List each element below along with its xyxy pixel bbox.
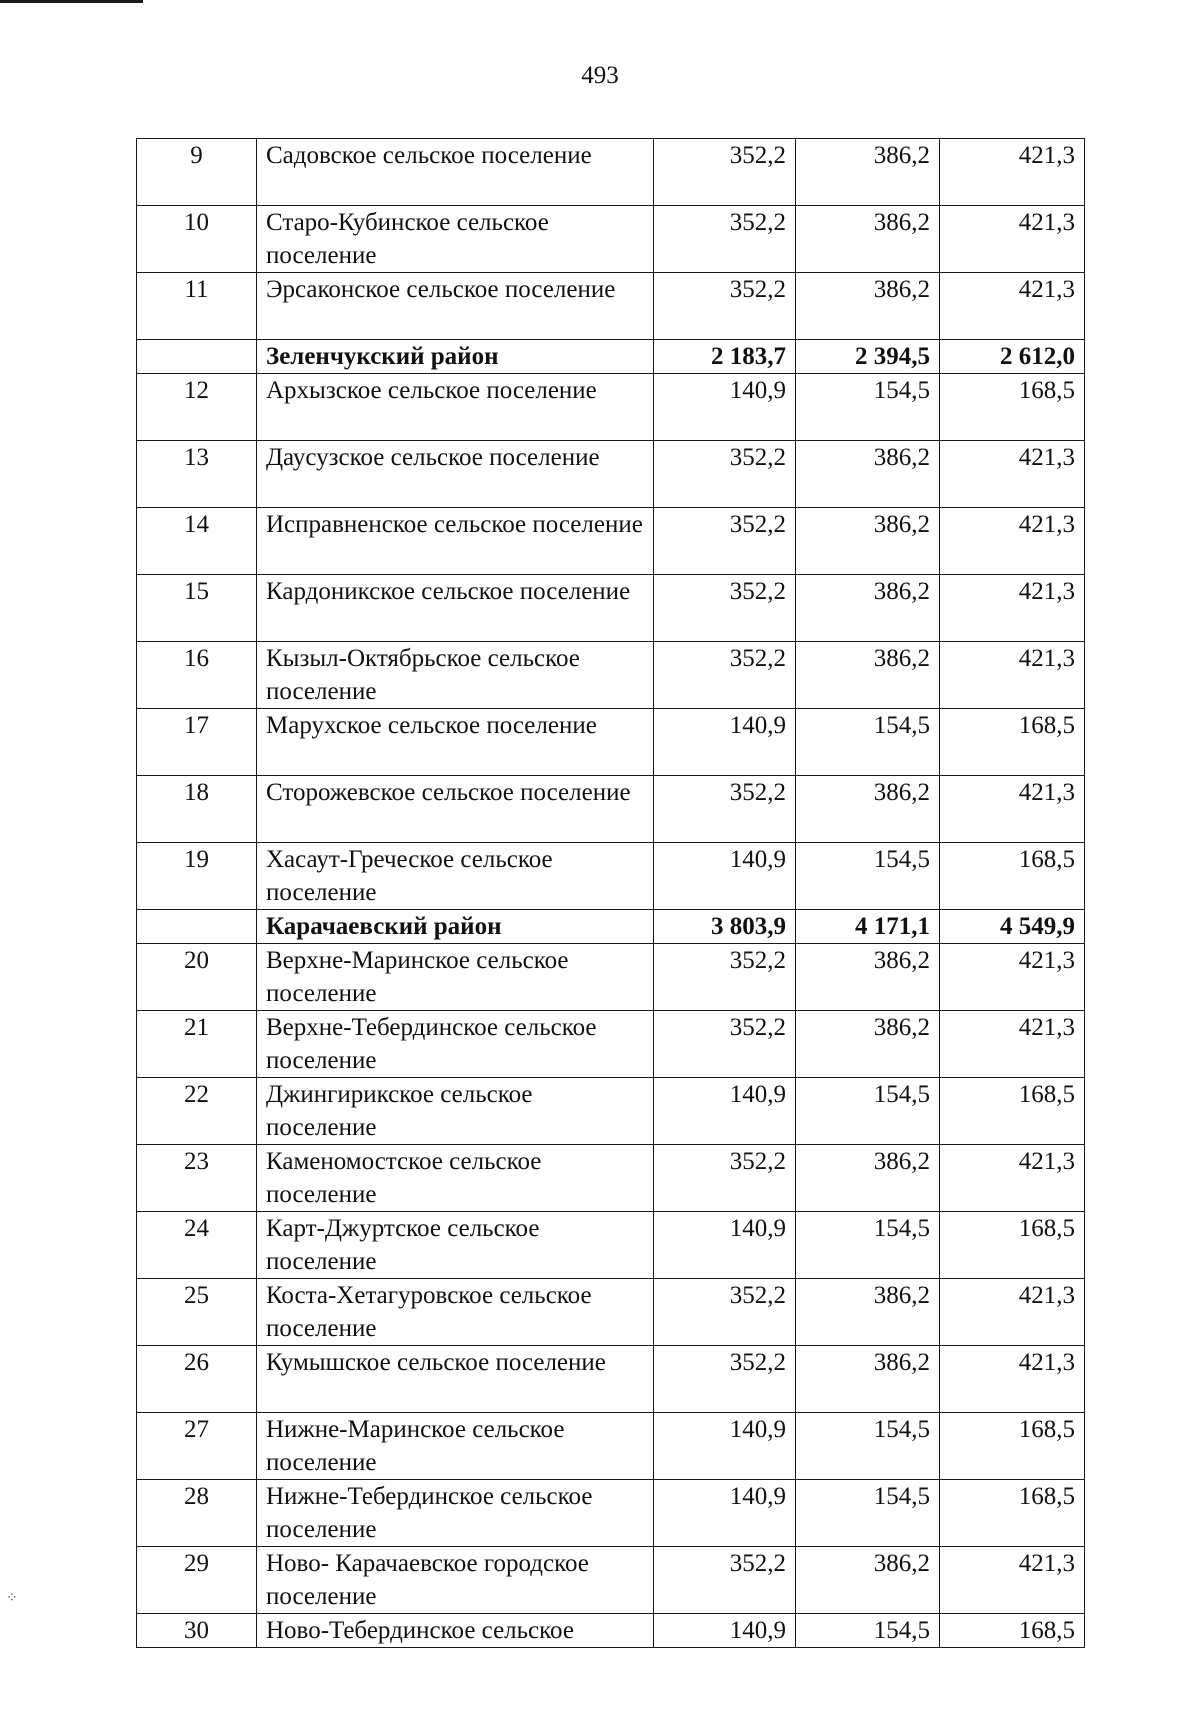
row-number-cell: 10 xyxy=(137,206,257,273)
row-number-cell: 26 xyxy=(137,1346,257,1413)
settlement-name-cell: Хасаут-Греческое сельское поселение xyxy=(257,843,654,910)
value-cell-3: 421,3 xyxy=(940,273,1085,340)
table-row xyxy=(137,441,1085,508)
value-cell-3: 421,3 xyxy=(940,642,1085,709)
settlement-name-cell: Кызыл-Октябрьское сельское поселение xyxy=(257,642,654,709)
row-number-cell: 12 xyxy=(137,374,257,441)
row-number-cell: 23 xyxy=(137,1145,257,1212)
settlement-name-cell: Ново- Карачаевское городское поселение xyxy=(257,1547,654,1614)
value-cell-3: 421,3 xyxy=(940,1011,1085,1078)
value-cell-2: 154,5 xyxy=(796,1212,940,1279)
value-cell-1: 140,9 xyxy=(654,1614,796,1648)
value-cell-3: 421,3 xyxy=(940,944,1085,1011)
table-row xyxy=(137,1614,1085,1648)
settlement-name-cell: Каменомостское сельское поселение xyxy=(257,1145,654,1212)
value-cell-1: 352,2 xyxy=(654,776,796,843)
value-cell-3: 421,3 xyxy=(940,575,1085,642)
row-number-cell: 30 xyxy=(137,1614,257,1648)
value-cell-3: 421,3 xyxy=(940,206,1085,273)
table-row xyxy=(137,1011,1085,1078)
row-number-cell: 25 xyxy=(137,1279,257,1346)
value-cell-1: 352,2 xyxy=(654,944,796,1011)
value-cell-1: 352,2 xyxy=(654,1145,796,1212)
settlement-name-cell: Верхне-Маринское сельское поселение xyxy=(257,944,654,1011)
table-row xyxy=(137,1145,1085,1212)
table-row xyxy=(137,709,1085,776)
value-cell-3: 421,3 xyxy=(940,1547,1085,1614)
table-body xyxy=(137,139,1085,1648)
row-number-cell: 13 xyxy=(137,441,257,508)
value-cell-3: 421,3 xyxy=(940,1279,1085,1346)
table-row xyxy=(137,508,1085,575)
table-row xyxy=(137,776,1085,843)
value-cell-2: 386,2 xyxy=(796,1547,940,1614)
settlement-name-cell: Карачаевский район xyxy=(257,910,654,944)
table-row xyxy=(137,1279,1085,1346)
settlement-name-cell: Даусузское сельское поселение xyxy=(257,441,654,508)
settlement-name-cell: Марухское сельское поселение xyxy=(257,709,654,776)
value-cell-1: 140,9 xyxy=(654,374,796,441)
settlement-name-cell: Кумышское сельское поселение xyxy=(257,1346,654,1413)
value-cell-2: 154,5 xyxy=(796,1614,940,1648)
table-row xyxy=(137,1480,1085,1547)
row-number-cell: 22 xyxy=(137,1078,257,1145)
table-row xyxy=(137,1547,1085,1614)
value-cell-2: 386,2 xyxy=(796,776,940,843)
value-cell-3: 421,3 xyxy=(940,1346,1085,1413)
row-number-cell: 28 xyxy=(137,1480,257,1547)
row-number-cell: 17 xyxy=(137,709,257,776)
value-cell-3: 421,3 xyxy=(940,441,1085,508)
value-cell-1: 352,2 xyxy=(654,1011,796,1078)
table-row xyxy=(137,1212,1085,1279)
value-cell-3: 168,5 xyxy=(940,709,1085,776)
settlement-name-cell: Сторожевское сельское поселение xyxy=(257,776,654,843)
value-cell-2: 154,5 xyxy=(796,709,940,776)
settlement-name-cell: Архызское сельское поселение xyxy=(257,374,654,441)
value-cell-2: 154,5 xyxy=(796,1078,940,1145)
table-row xyxy=(137,575,1085,642)
value-cell-1: 352,2 xyxy=(654,1279,796,1346)
value-cell-3: 168,5 xyxy=(940,1614,1085,1648)
settlement-name-cell: Карт-Джуртское сельское поселение xyxy=(257,1212,654,1279)
settlement-name-cell: Эрсаконское сельское поселение xyxy=(257,273,654,340)
value-cell-2: 386,2 xyxy=(796,508,940,575)
budget-table xyxy=(136,138,1085,1648)
value-cell-3: 2 612,0 xyxy=(940,340,1085,374)
value-cell-2: 154,5 xyxy=(796,843,940,910)
value-cell-2: 386,2 xyxy=(796,1346,940,1413)
value-cell-2: 386,2 xyxy=(796,575,940,642)
settlement-name-cell: Старо-Кубинское сельское поселение xyxy=(257,206,654,273)
settlement-name-cell: Кардоникское сельское поселение xyxy=(257,575,654,642)
value-cell-2: 2 394,5 xyxy=(796,340,940,374)
settlement-name-cell: Зеленчукский район xyxy=(257,340,654,374)
row-number-cell: 14 xyxy=(137,508,257,575)
value-cell-3: 421,3 xyxy=(940,508,1085,575)
value-cell-2: 386,2 xyxy=(796,1145,940,1212)
value-cell-1: 2 183,7 xyxy=(654,340,796,374)
row-number-cell: 27 xyxy=(137,1413,257,1480)
value-cell-3: 421,3 xyxy=(940,139,1085,206)
value-cell-1: 3 803,9 xyxy=(654,910,796,944)
value-cell-1: 352,2 xyxy=(654,1346,796,1413)
value-cell-2: 386,2 xyxy=(796,1011,940,1078)
scan-artifact: ⁘ xyxy=(6,1591,18,1606)
row-number-cell: 9 xyxy=(137,139,257,206)
settlement-name-cell: Нижне-Маринское сельское поселение xyxy=(257,1413,654,1480)
page-number: 493 xyxy=(581,62,619,89)
value-cell-3: 421,3 xyxy=(940,1145,1085,1212)
value-cell-1: 352,2 xyxy=(654,139,796,206)
value-cell-3: 168,5 xyxy=(940,1413,1085,1480)
value-cell-3: 168,5 xyxy=(940,374,1085,441)
value-cell-1: 352,2 xyxy=(654,575,796,642)
settlement-name-cell: Исправненское сельское поселение xyxy=(257,508,654,575)
table-row xyxy=(137,273,1085,340)
value-cell-2: 4 171,1 xyxy=(796,910,940,944)
value-cell-3: 168,5 xyxy=(940,1480,1085,1547)
value-cell-3: 168,5 xyxy=(940,1078,1085,1145)
row-number-cell: 24 xyxy=(137,1212,257,1279)
value-cell-1: 352,2 xyxy=(654,642,796,709)
value-cell-2: 386,2 xyxy=(796,1279,940,1346)
value-cell-1: 140,9 xyxy=(654,709,796,776)
value-cell-1: 352,2 xyxy=(654,1547,796,1614)
value-cell-3: 168,5 xyxy=(940,1212,1085,1279)
table-row xyxy=(137,374,1085,441)
value-cell-1: 140,9 xyxy=(654,1480,796,1547)
settlement-name-cell: Садовское сельское поселение xyxy=(257,139,654,206)
value-cell-3: 168,5 xyxy=(940,843,1085,910)
district-row xyxy=(137,910,1085,944)
row-number-cell: 15 xyxy=(137,575,257,642)
settlement-name-cell: Джингирикское сельское поселение xyxy=(257,1078,654,1145)
settlement-name-cell: Нижне-Тебердинское сельское поселение xyxy=(257,1480,654,1547)
table-row xyxy=(137,1346,1085,1413)
value-cell-3: 4 549,9 xyxy=(940,910,1085,944)
value-cell-2: 386,2 xyxy=(796,642,940,709)
row-number-cell: 18 xyxy=(137,776,257,843)
value-cell-2: 386,2 xyxy=(796,273,940,340)
table-row xyxy=(137,139,1085,206)
value-cell-1: 140,9 xyxy=(654,1212,796,1279)
table-row xyxy=(137,843,1085,910)
row-number-cell: 20 xyxy=(137,944,257,1011)
table-row xyxy=(137,1413,1085,1480)
table-row xyxy=(137,206,1085,273)
row-number-cell: 29 xyxy=(137,1547,257,1614)
table-row xyxy=(137,642,1085,709)
value-cell-1: 140,9 xyxy=(654,843,796,910)
value-cell-1: 352,2 xyxy=(654,206,796,273)
value-cell-2: 386,2 xyxy=(796,944,940,1011)
value-cell-1: 352,2 xyxy=(654,273,796,340)
value-cell-2: 386,2 xyxy=(796,206,940,273)
table-row xyxy=(137,944,1085,1011)
settlement-name-cell: Коста-Хетагуровское сельское поселение xyxy=(257,1279,654,1346)
value-cell-2: 154,5 xyxy=(796,374,940,441)
table-row xyxy=(137,1078,1085,1145)
row-number-cell: 11 xyxy=(137,273,257,340)
value-cell-2: 154,5 xyxy=(796,1413,940,1480)
row-number-cell xyxy=(137,340,257,374)
value-cell-3: 421,3 xyxy=(940,776,1085,843)
value-cell-1: 140,9 xyxy=(654,1413,796,1480)
value-cell-2: 154,5 xyxy=(796,1480,940,1547)
row-number-cell: 19 xyxy=(137,843,257,910)
value-cell-1: 352,2 xyxy=(654,508,796,575)
settlement-name-cell: Ново-Тебердинское сельское xyxy=(257,1614,654,1648)
row-number-cell: 16 xyxy=(137,642,257,709)
value-cell-1: 352,2 xyxy=(654,441,796,508)
district-row xyxy=(137,340,1085,374)
value-cell-2: 386,2 xyxy=(796,441,940,508)
value-cell-1: 140,9 xyxy=(654,1078,796,1145)
corner-rule xyxy=(0,0,143,3)
settlement-name-cell: Верхне-Тебердинское сельское поселение xyxy=(257,1011,654,1078)
value-cell-2: 386,2 xyxy=(796,139,940,206)
row-number-cell: 21 xyxy=(137,1011,257,1078)
row-number-cell xyxy=(137,910,257,944)
